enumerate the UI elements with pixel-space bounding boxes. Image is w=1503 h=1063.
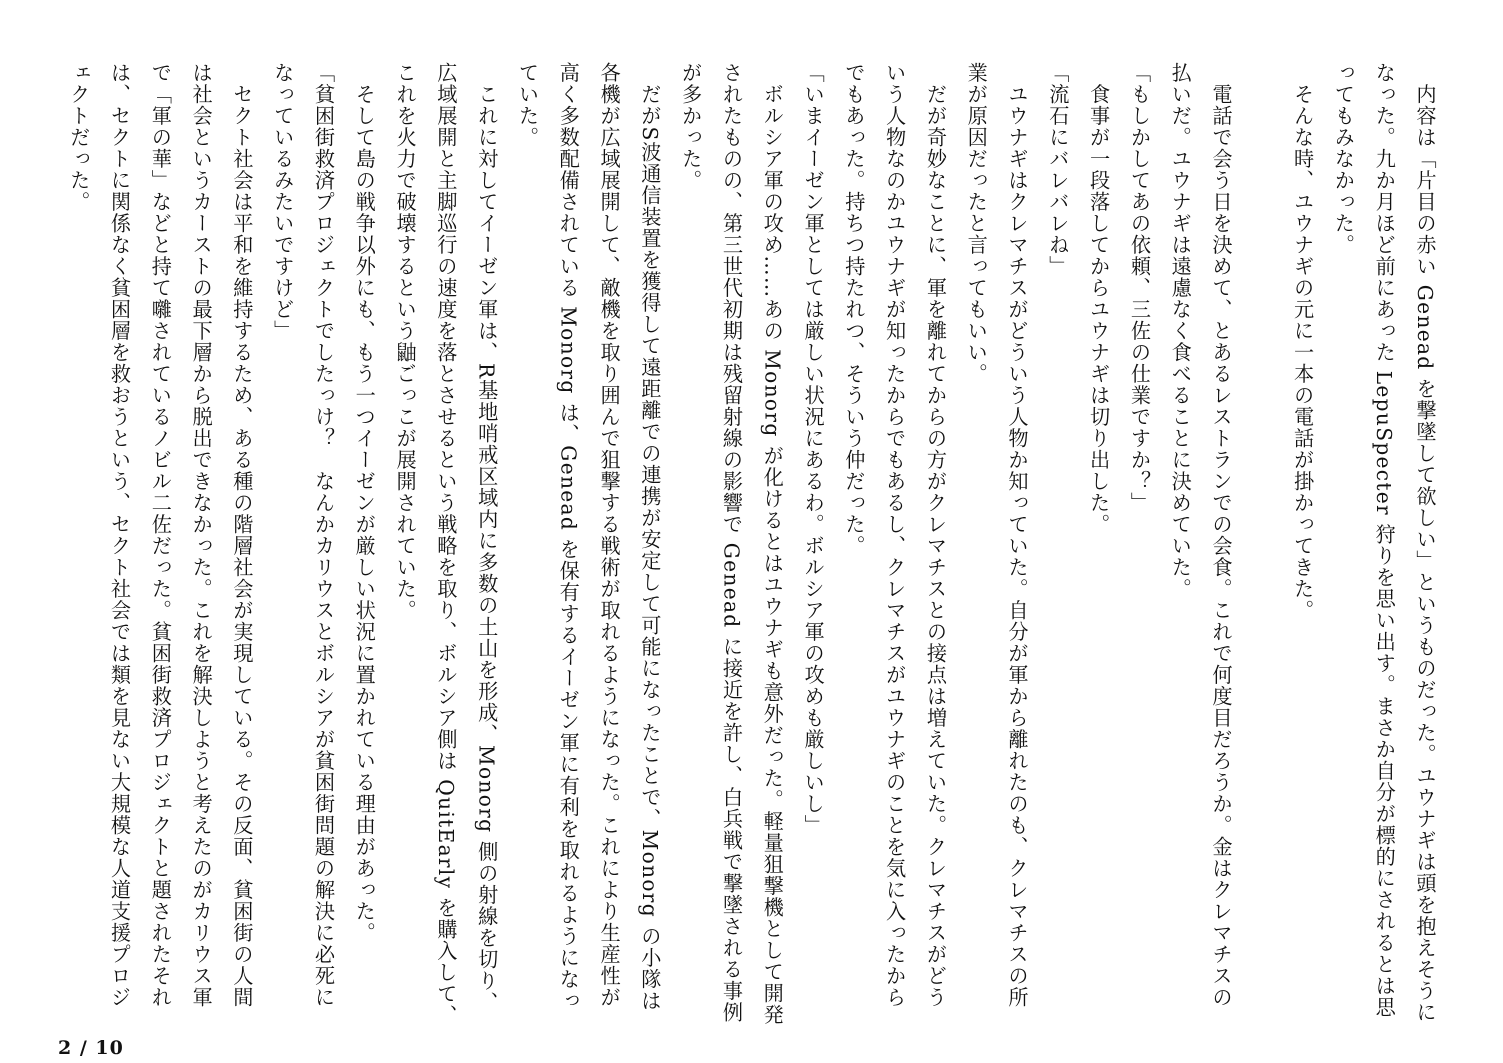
paragraph: 内容は「片目の赤い Genead を撃墜して欲しい」というものだった。ユウナギは頭を抱えそうになった。九か月ほど前にあった LepuSpecter 狩りを思い出す。まさか自分が標的にされるとは思ってもみなかった。: [1331, 62, 1437, 1024]
paragraph: ユウナギはクレマチスがどういう人物か知っていた。自分が軍から離れたのも、クレマチスの所業が原因だったと言ってもいい。: [964, 62, 1030, 1008]
paragraph: そして島の戦争以外にも、もう一つイーゼンが厳しい状況に置かれている理由があった。: [352, 62, 377, 944]
paragraph: これに対してイーゼン軍は、R基地哨戒区域内に多数の土山を形成、Monorg 側の射線を切り、広域展開と主脚巡行の速度を落とさせるという戦略を取り、ボルシア側は QuitEarly を購入して、これを火力で破壊するという鼬ごっこが展開されていた。: [393, 62, 499, 1027]
paragraph: 「流石にバレバレね」: [1045, 62, 1070, 277]
paragraph: 「貧困街救済プロジェクトでしたっけ？ なんかカリウスとボルシアが貧困街問題の解決に必死になっているみたいですけど」: [270, 62, 336, 1008]
paragraph: 「いまイーゼン軍としては厳しい状況にあるわ。ボルシア軍の攻めも厳しいし」: [801, 62, 826, 836]
paragraph: だがS波通信装置を獲得して遠距離での連携が安定して可能になったことで、Monorg の小隊は各機が広域展開して、敵機を取り囲んで狙撃する戦術が取れるようになった。これにより生産性が高く多数配備されている Monorg は、Genead を保有するイーゼン軍に有利を取れるようになっていた。: [515, 62, 662, 1012]
paragraph: ボルシア軍の攻め……あの Monorg が化けるとはユウナギも意外だった。軽量狙撃機として開発されたものの、第三世代初期は残留射線の影響で Genead に接近を許し、白兵戦で撃墜される事例が多かった。: [678, 62, 785, 1026]
paragraph-spacer: [1241, 62, 1282, 1027]
paragraph: そんな時、ユウナギの元に一本の電話が掛かってきた。: [1290, 62, 1315, 621]
paragraph: だが奇妙なことに、軍を離れてからの方がクレマチスとの接点は増えていた。クレマチスがどういう人物なのかユウナギが知ったからでもあるし、クレマチスがユウナギのことを気に入ったからでもあった。持ちつ持たれつ、そういう仲だった。: [841, 62, 948, 1008]
page-number: 2 / 10: [58, 1037, 124, 1059]
paragraph: 電話で会う日を決めて、とあるレストランでの会食。これで何度目だろうか。金はクレマチスの払いだ。ユウナギは遠慮なく食べることに決めていた。: [1168, 62, 1234, 1008]
paragraph: 「もしかしてあの依頼、三佐の仕業ですか？」: [1127, 62, 1152, 514]
paragraph: セクト社会は平和を維持するため、ある種の階層社会が実現している。その反面、貧困街の人間は社会というカーストの最下層から脱出できなかった。これを解決しようと考えたのがカリウス軍で「軍の華」などと持て囃されているノビル二佐だった。貧困街救済プロジェクトと題されたそれは、セクトに関係なく貧困層を救おうという、セクト社会では類を見ない大規模な人道支援プロジェクトだった。: [66, 62, 254, 1008]
paragraph: 食事が一段落してからユウナギは切り出した。: [1086, 62, 1111, 535]
vertical-text-body: [45, 62, 1445, 1027]
